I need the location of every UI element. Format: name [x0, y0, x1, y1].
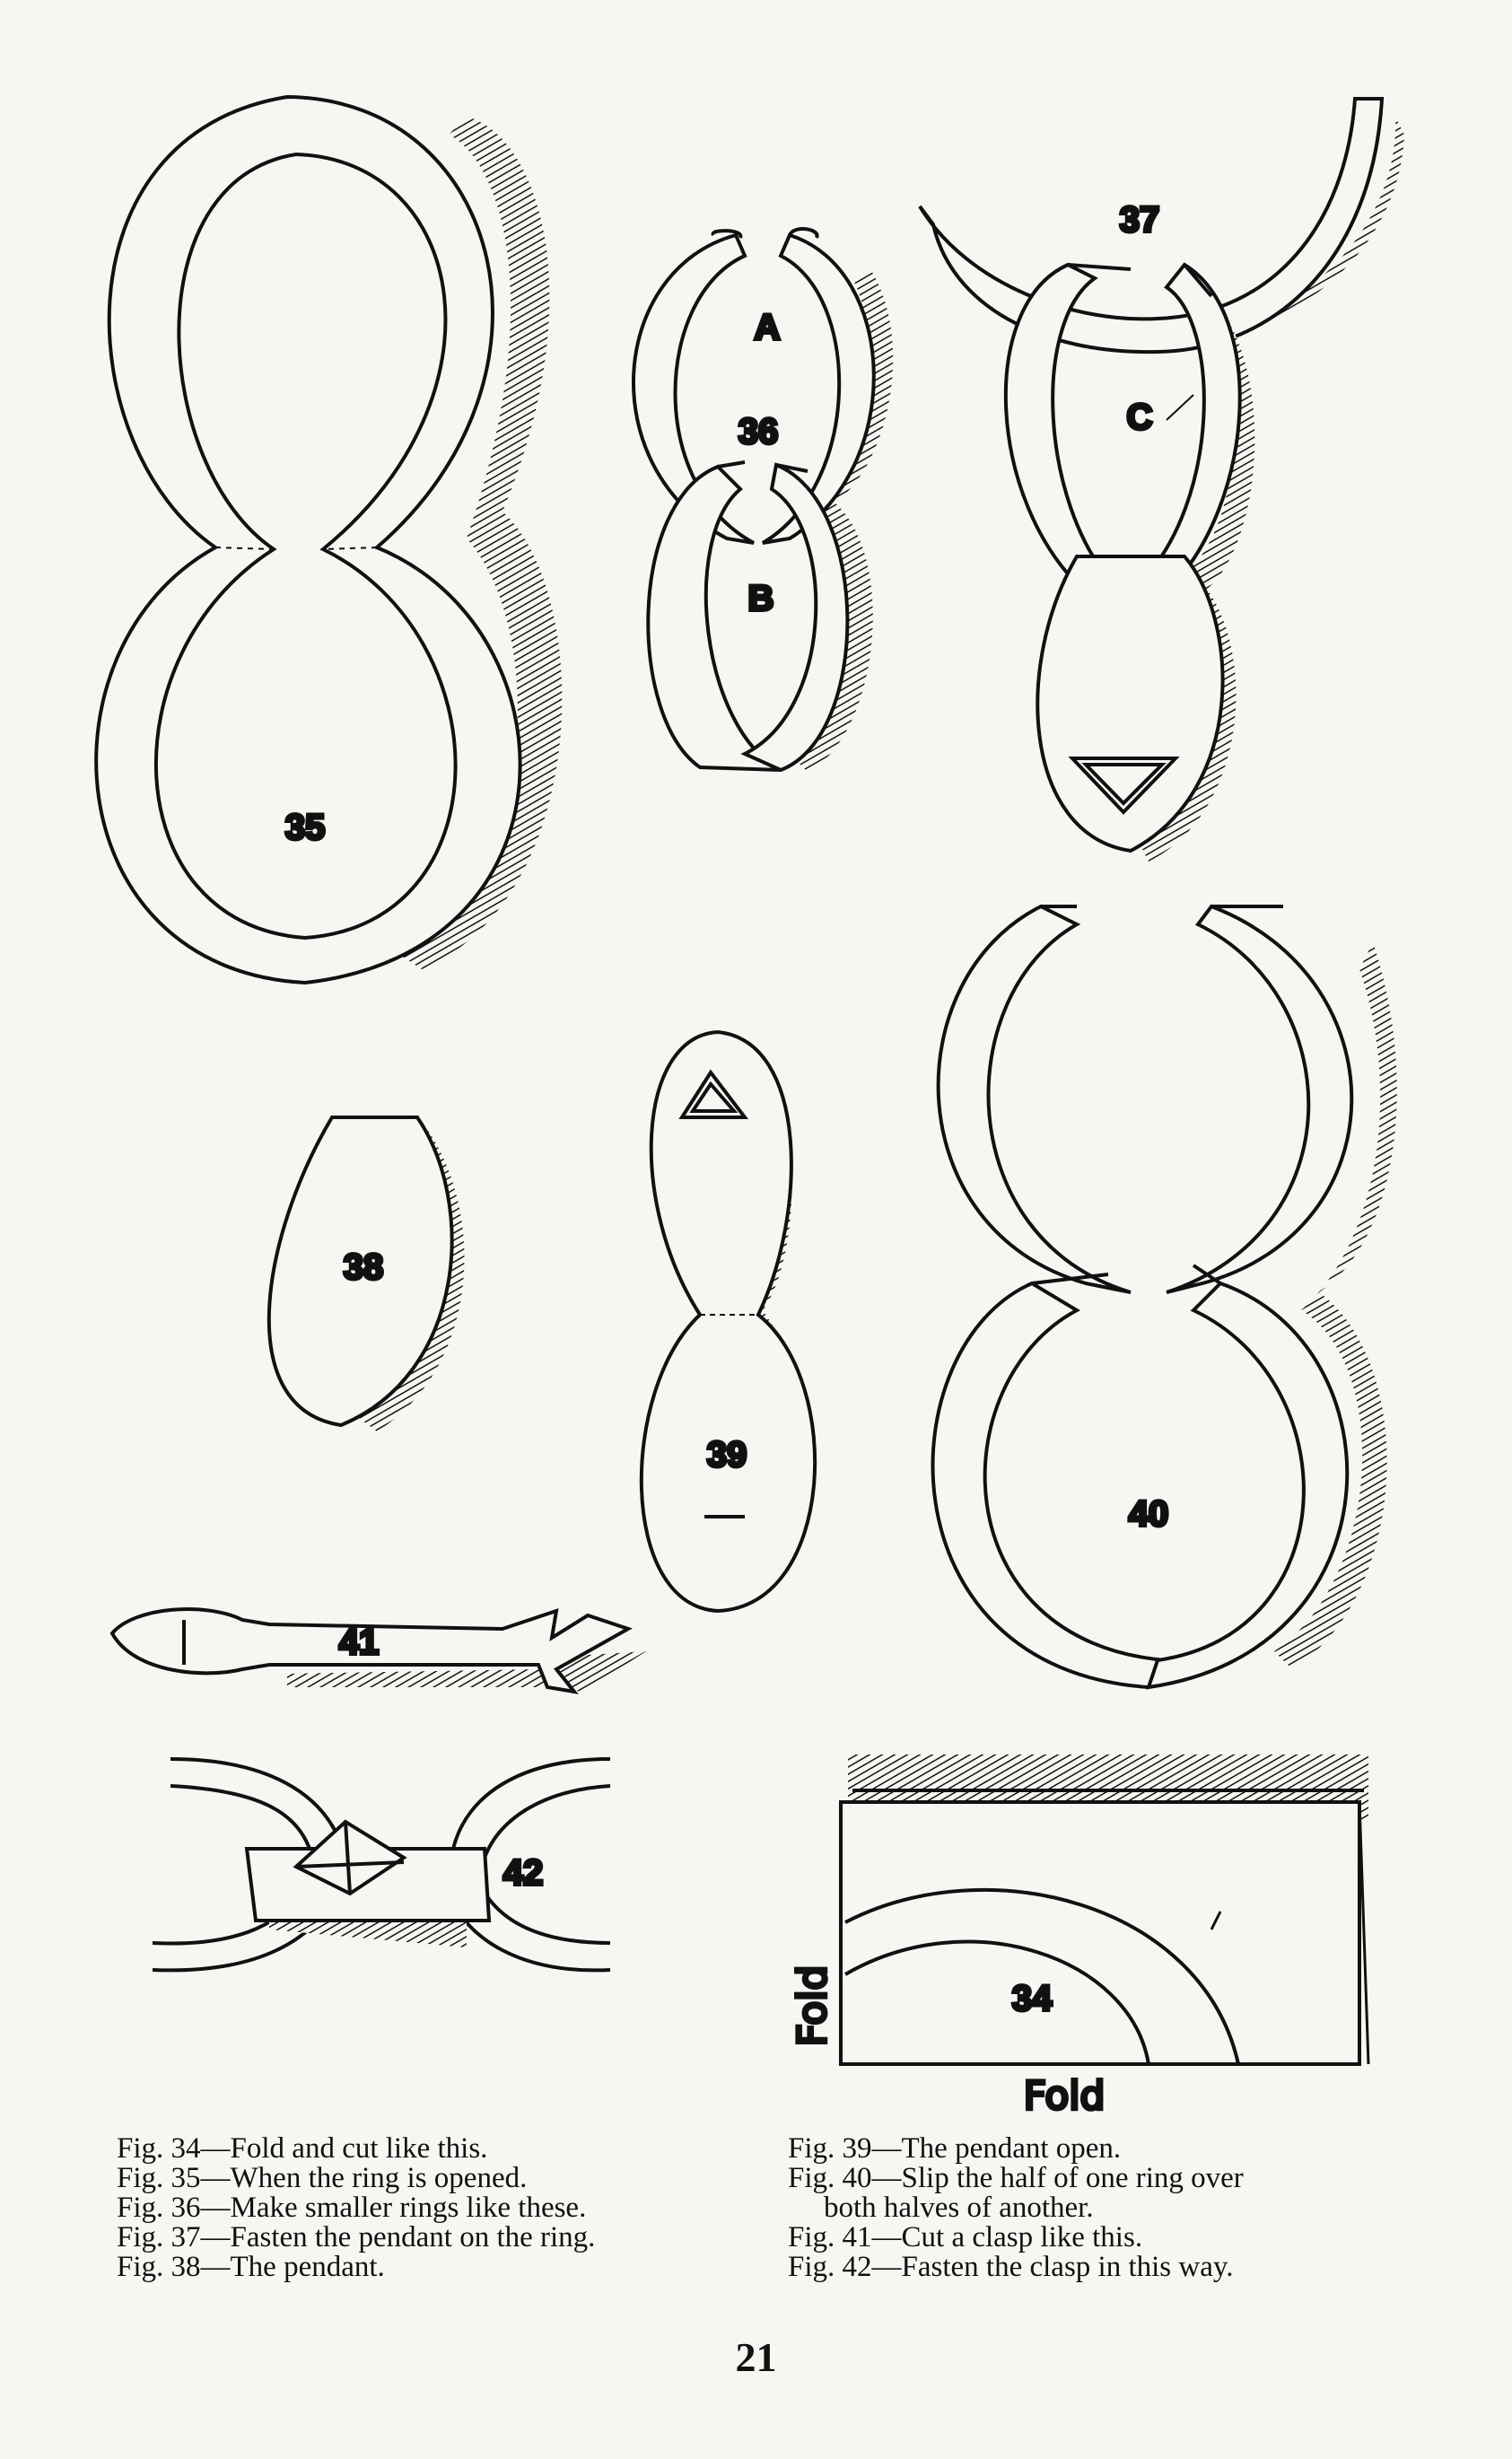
figure-37 [920, 99, 1404, 862]
fig37-label: 37 [1119, 200, 1160, 240]
fig36-label-a: A [754, 308, 781, 347]
caption-fig36: Fig. 36—Make smaller rings like these. [117, 2192, 587, 2224]
figure-40 [933, 906, 1397, 1687]
fig34-label: 34 [1011, 1979, 1053, 2018]
figure-38 [269, 1117, 465, 1431]
page-number: 21 [735, 2334, 777, 2380]
fold-label-side: Fold [790, 1965, 835, 2047]
captions-right [788, 2134, 1244, 2282]
fig39-label: 39 [706, 1435, 747, 1475]
fig35-label: 35 [284, 808, 326, 847]
caption-fig34: Fig. 34—Fold and cut like this. [117, 2132, 488, 2165]
caption-fig42: Fig. 42—Fasten the clasp in this way. [788, 2251, 1234, 2283]
fig40-label: 40 [1128, 1494, 1169, 1534]
caption-fig35: Fig. 35—When the ring is opened. [117, 2162, 528, 2194]
fold-label-bottom: Fold [1023, 2073, 1106, 2119]
fig42-label: 42 [503, 1853, 544, 1893]
figure-41 [112, 1609, 646, 1692]
fig36-label-b: B [747, 579, 774, 618]
figure-36 [634, 229, 893, 772]
caption-fig40-cont: both halves of another. [824, 2192, 1094, 2224]
caption-fig37: Fig. 37—Fasten the pendant on the ring. [117, 2221, 596, 2253]
caption-fig41: Fig. 41—Cut a clasp like this. [788, 2221, 1143, 2253]
caption-fig40: Fig. 40—Slip the half of one ring over [788, 2162, 1244, 2194]
figure-34 [790, 1755, 1368, 2119]
fig37-label-c: C [1126, 398, 1153, 437]
captions-left [117, 2134, 595, 2282]
figure-39 [642, 1032, 815, 1611]
caption-fig38: Fig. 38—The pendant. [117, 2251, 385, 2283]
fig41-label: 41 [338, 1623, 380, 1662]
figure-35 [96, 97, 562, 983]
caption-fig39: Fig. 39—The pendant open. [788, 2132, 1122, 2165]
figure-42 [153, 1759, 610, 1970]
fig36-label: 36 [738, 412, 779, 451]
fig38-label: 38 [343, 1247, 384, 1287]
